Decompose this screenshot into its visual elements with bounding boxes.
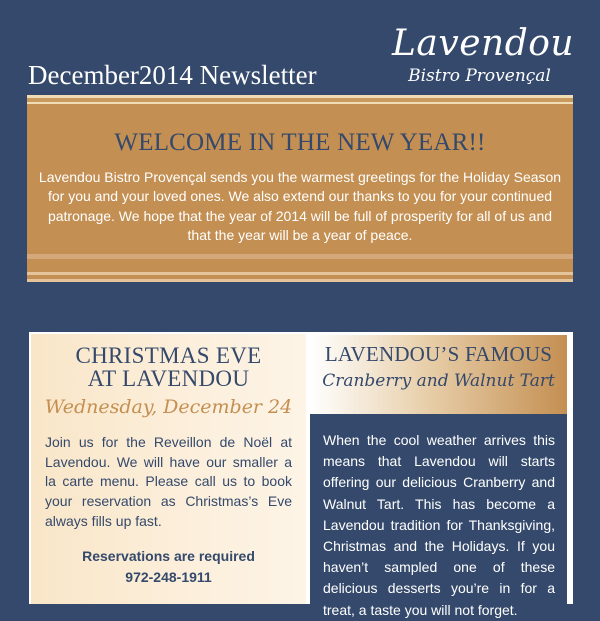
logo-subtitle: Bistro Provençal (408, 66, 551, 86)
tart-header (310, 335, 567, 414)
divider-stripe (27, 259, 573, 272)
tart-title: LAVENDOU’S FAMOUS (324, 342, 553, 366)
christmas-eve-section (31, 334, 306, 604)
reservations-note: Reservations are required (82, 547, 255, 564)
christmas-body: Join us for the Reveillon de Noël at Lavendou. We will have our smaller a la carte menu. Please call us to book your reservation as Christmas’s Eve always fills up fast. (45, 434, 292, 529)
christmas-date: Wednesday, December 24 (44, 396, 293, 418)
welcome-body: Lavendou Bistro Provençal sends you the warmest greetings for the Holiday Season for you and your loved ones. We also extend our thanks to you for your continued patronage. We hope that the year of 2014 will be full of prosperity for all of us and that the year will be a year of peace. (38, 169, 562, 243)
tart-body: When the cool weather arrives this means that Lavendou will starts offering our delicious Cranberry and Walnut Tart. This has become a Lavendou tradition for Thanksgiving, Christmas and the Holidays. If you haven’t sampled one of these delicious desserts you’re in for a treat, a taste you will not forget. (323, 432, 555, 618)
tart-subtitle: Cranberry and Walnut Tart (322, 371, 555, 391)
christmas-title-line1: CHRISTMAS EVE (75, 343, 262, 368)
tart-section (310, 414, 567, 618)
logo-name: Lavendou (392, 23, 575, 64)
divider-stripe (27, 279, 573, 282)
phone-number[interactable]: 972-248-1911 (125, 568, 212, 585)
christmas-title-line2: AT LAVENDOU (87, 366, 250, 391)
welcome-title: WELCOME IN THE NEW YEAR!! (114, 129, 486, 156)
lavendou-logo (392, 23, 575, 86)
christmas-title (31, 344, 306, 390)
welcome-banner (27, 104, 573, 254)
newsletter-title: December2014 Newsletter (28, 60, 317, 90)
